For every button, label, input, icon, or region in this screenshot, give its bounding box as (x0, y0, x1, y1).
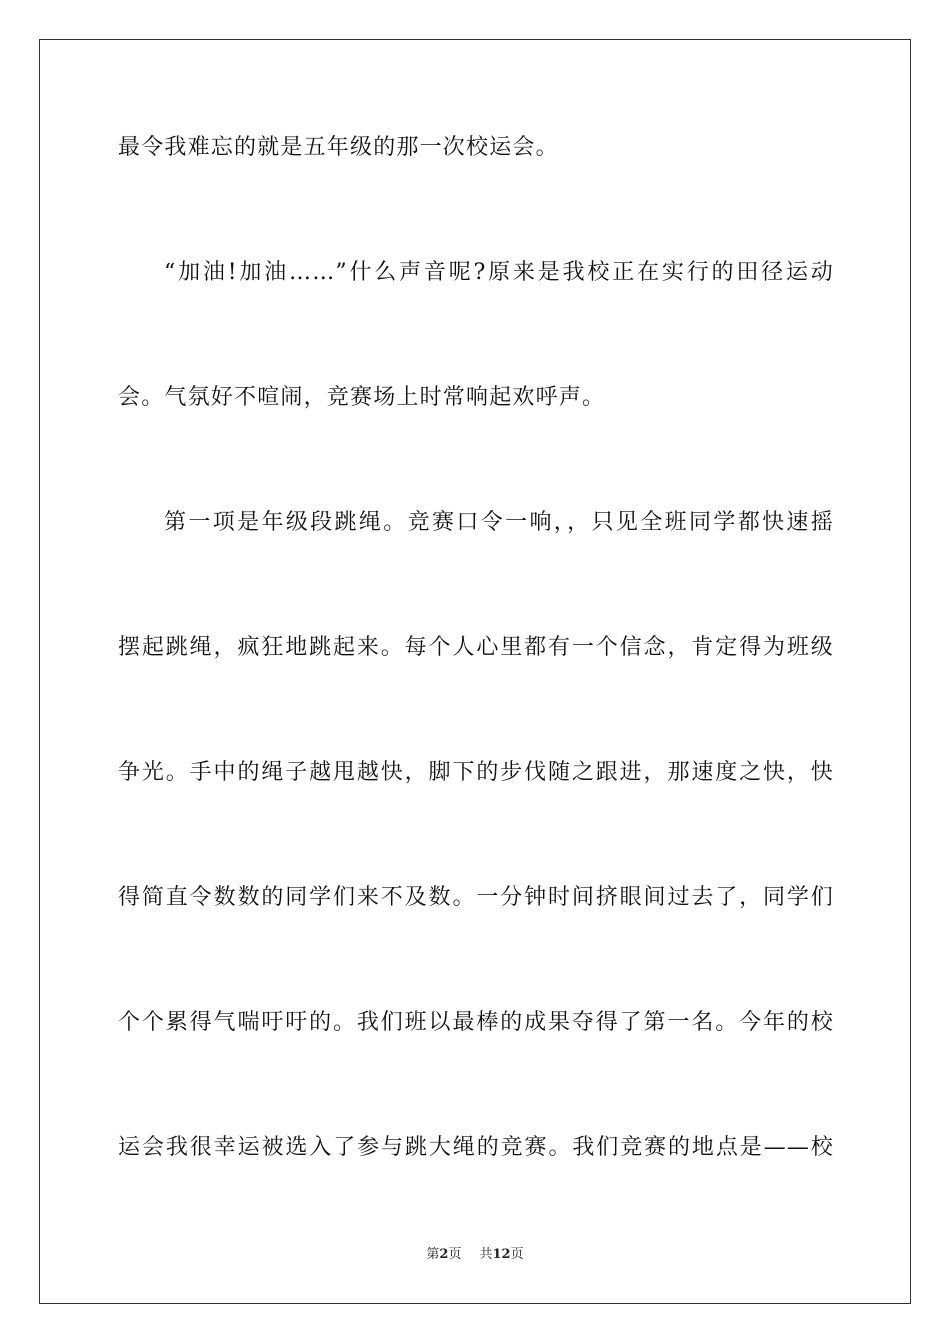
footer-page-number: 2 (439, 1247, 449, 1262)
text-line-1: 最令我难忘的就是五年级的那一次校运会。 (118, 135, 559, 160)
footer-total-number: 12 (492, 1247, 511, 1262)
text-line-4: 第一项是年级段跳绳。竞赛口令一响，，只见全班同学都快速摇 (164, 510, 834, 535)
text-line-5: 摆起跳绳，疯狂地跳起来。每个人心里都有一个信念，肯定得为班级 (118, 635, 834, 660)
footer-total-prefix: 共 (479, 1247, 493, 1262)
footer-page-suffix: 页 (448, 1247, 462, 1262)
text-line-7: 得简直令数数的同学们来不及数。一分钟时间挤眼间过去了，同学们 (118, 885, 834, 910)
footer-page-prefix: 第 (426, 1247, 440, 1262)
text-line-3: 会。气氛好不喧闹，竞赛场上时常响起欢呼声。 (118, 385, 606, 410)
page-border (39, 39, 911, 1304)
text-line-8: 个个累得气喘吁吁的。我们班以最棒的成果夺得了第一名。今年的校 (118, 1010, 834, 1035)
text-line-9: 运会我很幸运被选入了参与跳大绳的竞赛。我们竞赛的地点是——校 (118, 1135, 834, 1160)
text-line-2: “加油!加油……”什么声音呢?原来是我校正在实行的田径运动 (164, 260, 834, 285)
page-footer (0, 1246, 950, 1264)
text-line-6: 争光。手中的绳子越甩越快，脚下的步伐随之跟进，那速度之快，快 (118, 760, 834, 785)
footer-total-suffix: 页 (510, 1247, 524, 1262)
